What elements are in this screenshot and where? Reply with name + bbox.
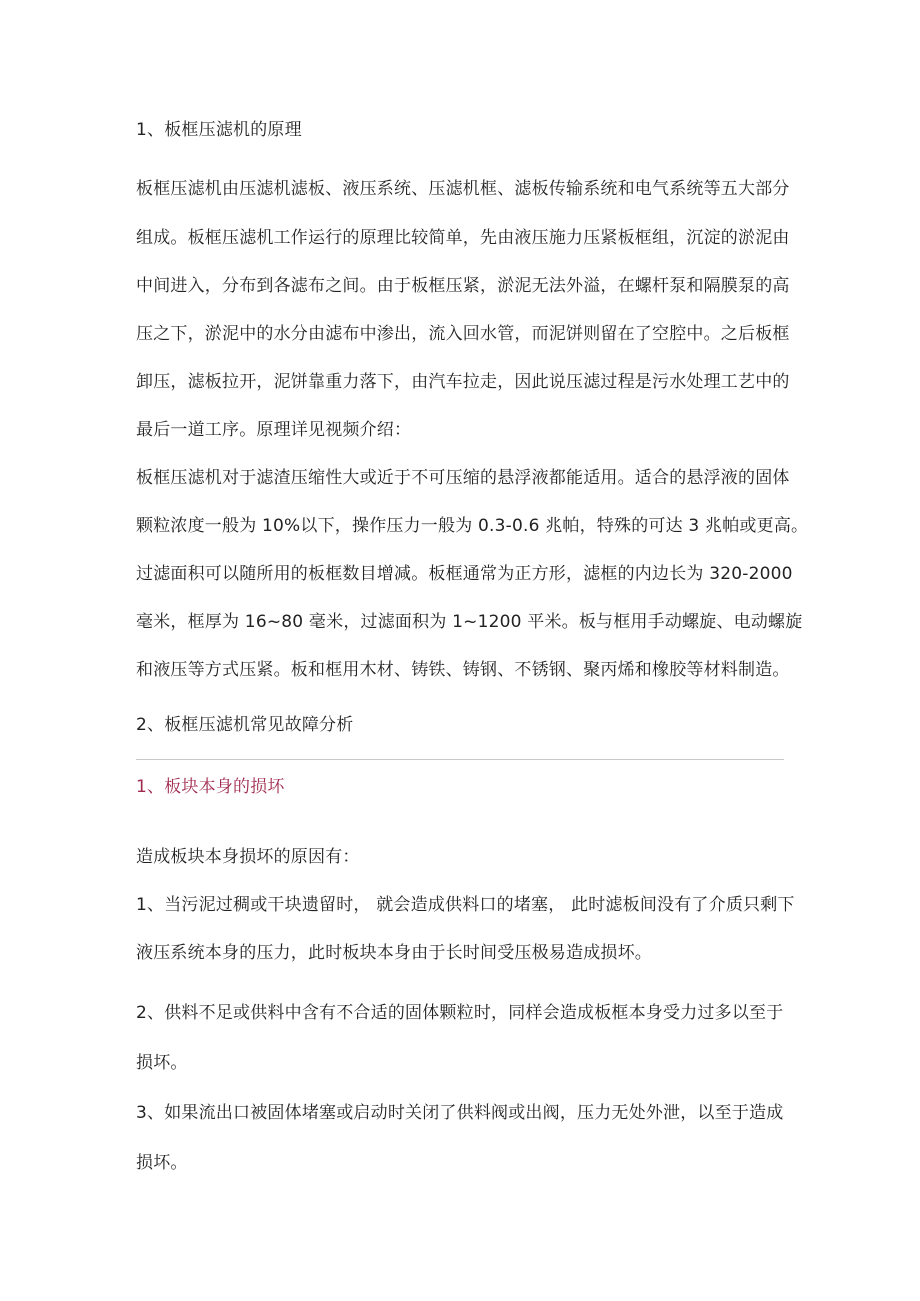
cause-intro: 造成板块本身损坏的原因有： [136,847,360,867]
subsection-title: 1、板块本身的损坏 [136,777,285,797]
cause-1-line-1: 1、当污泥过稠或干块遗留时， 就会造成供料口的堵塞， 此时滤板间没有了介质只剩下 [136,895,795,915]
para-2-line-1: 板框压滤机对于滤渣压缩性大或近于不可压缩的悬浮液都能适用。适合的悬浮液的固体 [136,468,790,488]
para-1-line-2: 组成。板框压滤机工作运行的原理比较简单，先由液压施力压紧板框组，沉淀的淤泥由 [136,228,790,248]
section-1-title: 1、板框压滤机的原理 [136,120,302,140]
para-1-line-6: 最后一道工序。原理详见视频介绍： [136,420,412,440]
section-2-title: 2、板框压滤机常见故障分析 [136,715,354,735]
cause-3-line-1: 3、如果流出口被固体堵塞或启动时关闭了供料阀或出阀，压力无处外泄，以至于造成 [136,1103,784,1123]
para-2-line-5: 和液压等方式压紧。板和框用木材、铸铁、铸钢、不锈钢、聚丙烯和橡胶等材料制造。 [136,660,790,680]
para-1-line-3: 中间进入，分布到各滤布之间。由于板框压紧，淤泥无法外溢，在螺杆泵和隔膜泵的高 [136,276,790,296]
para-1-line-1: 板框压滤机由压滤机滤板、液压系统、压滤机框、滤板传输系统和电气系统等五大部分 [136,179,790,199]
para-2-line-2: 颗粒浓度一般为 10%以下，操作压力一般为 0.3-0.6 兆帕，特殊的可达 3 兆帕或更高。 [136,516,809,536]
para-1-line-4: 压之下，淤泥中的水分由滤布中渗出，流入回水管，而泥饼则留在了空腔中。之后板框 [136,324,790,344]
cause-2-line-2: 损坏。 [136,1053,188,1073]
cause-2-line-1: 2、供料不足或供料中含有不合适的固体颗粒时，同样会造成板框本身受力过多以至于 [136,1003,784,1023]
cause-1-line-2: 液压系统本身的压力，此时板块本身由于长时间受压极易造成损坏。 [136,943,652,963]
cause-3-line-2: 损坏。 [136,1153,188,1173]
para-2-line-4: 毫米，框厚为 16~80 毫米，过滤面积为 1~1200 平米。板与框用手动螺旋、电动螺旋 [136,612,803,632]
para-2-line-3: 过滤面积可以随所用的板框数目增减。板框通常为正方形，滤框的内边长为 320-2000 [136,564,793,584]
para-1-line-5: 卸压，滤板拉开，泥饼靠重力落下，由汽车拉走，因此说压滤过程是污水处理工艺中的 [136,372,790,392]
section-divider [136,759,784,760]
